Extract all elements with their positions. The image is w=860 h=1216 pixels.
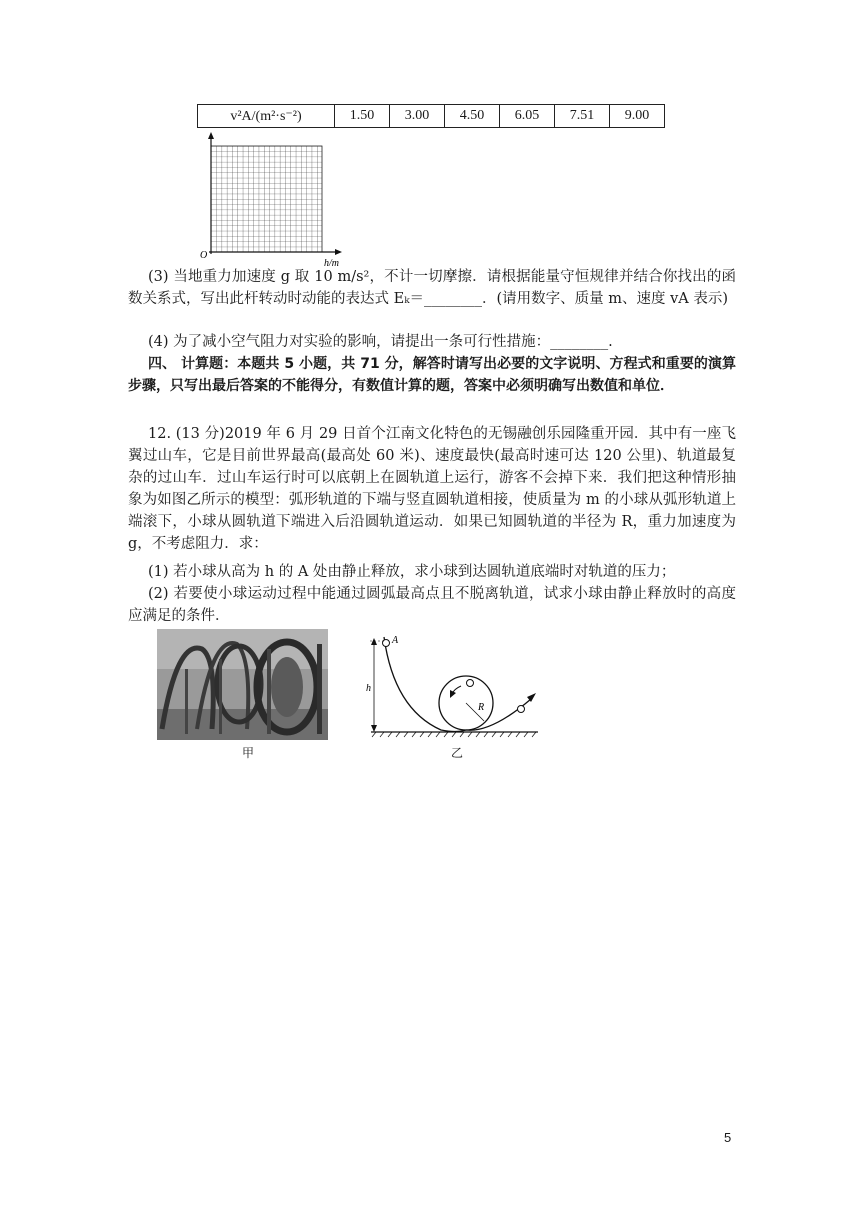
x-axis-label: h/m [324,258,339,267]
track-diagram [366,629,546,744]
diagram-svg [366,629,546,744]
question-12-part-2: (2) 若要使小球运动过程中能通过圆弧最高点且不脱离轨道，试求小球由静止释放时的高度应满足的条件． [128,586,736,624]
y-axis-arrow [208,132,214,139]
graph-paper [196,132,346,267]
ground-hatching [372,732,536,737]
loop-ball [467,680,474,687]
height-label: h [366,683,371,694]
question-12-part-1: (1) 若小球从高为 h 的 A 处由静止释放，求小球到达圆轨道底端时对轨道的压力； [148,564,676,580]
height-arrow-top [371,638,377,645]
x-axis-arrow [335,249,342,255]
point-a-label: A [392,635,399,646]
roller-coaster-photo [157,629,328,740]
table-cell: 9.00 [610,105,665,128]
radius-label: R [478,702,485,713]
rotation-arrowhead [450,690,456,698]
exit-track [466,699,531,730]
table-header-cell: v²A/(m²·s⁻²) [198,105,335,128]
table-cell: 6.05 [500,105,555,128]
table-cell: 4.50 [445,105,500,128]
grid-area [211,146,322,252]
height-arrow-bottom [371,725,377,732]
exit-ball [518,706,525,713]
question-4: (4) 为了减小空气阻力对实验的影响，请提出一条可行性措施：________. [148,334,613,350]
table-cell: 3.00 [390,105,445,128]
question-12-stem: 12. (13 分)2019 年 6 月 29 日首个江南文化特色的无锡融创乐园隆重开园．其中有一座飞翼过山车，它是目前世界最高(最高处 60 米)、速度最快(最高时速可达 120 公里)、轨道最复杂的过山车．过山车运行时可以底朝上在圆轨道上运行，游客不会掉下来．我们把这种情形抽象为如图乙所示的模型：弧形轨道的下端与竖直圆轨道相接，使质量为 m 的小球从弧形轨道上端滚下，小球从圆轨道下端进入后沿圆轨道运动．如果已知圆轨道的半径为 R，重力加速度为 g，不考虑阻力．求： [128,426,736,552]
grid-svg [196,132,346,267]
origin-label: O [200,250,208,261]
section-4-instructions: 四、 计算题：本题共 5 小题，共 71 分，解答时请写出必要的文字说明、方程式和重要的演算步骤，只写出最后答案的不能得分，有数值计算的题，答案中必须明确写出数值和单位． [128,356,736,394]
photo-svg [157,629,328,740]
data-table [197,104,665,128]
table-cell: 7.51 [555,105,610,128]
figure-caption-left: 甲 [242,746,255,760]
start-ball [383,640,390,647]
curved-track [384,637,466,732]
page-number: 5 [724,1130,732,1145]
figure-caption-right: 乙 [451,746,464,760]
table-cell: 1.50 [335,105,390,128]
question-3: (3) 当地重力加速度 g 取 10 m/s²，不计一切摩擦．请根据能量守恒规律并结合你找出的函数关系式，写出此杆转动时动能的表达式 Eₖ＝________．(请用数字、质量 m、速度 vA 表示) [128,269,736,307]
table-row [198,105,665,128]
